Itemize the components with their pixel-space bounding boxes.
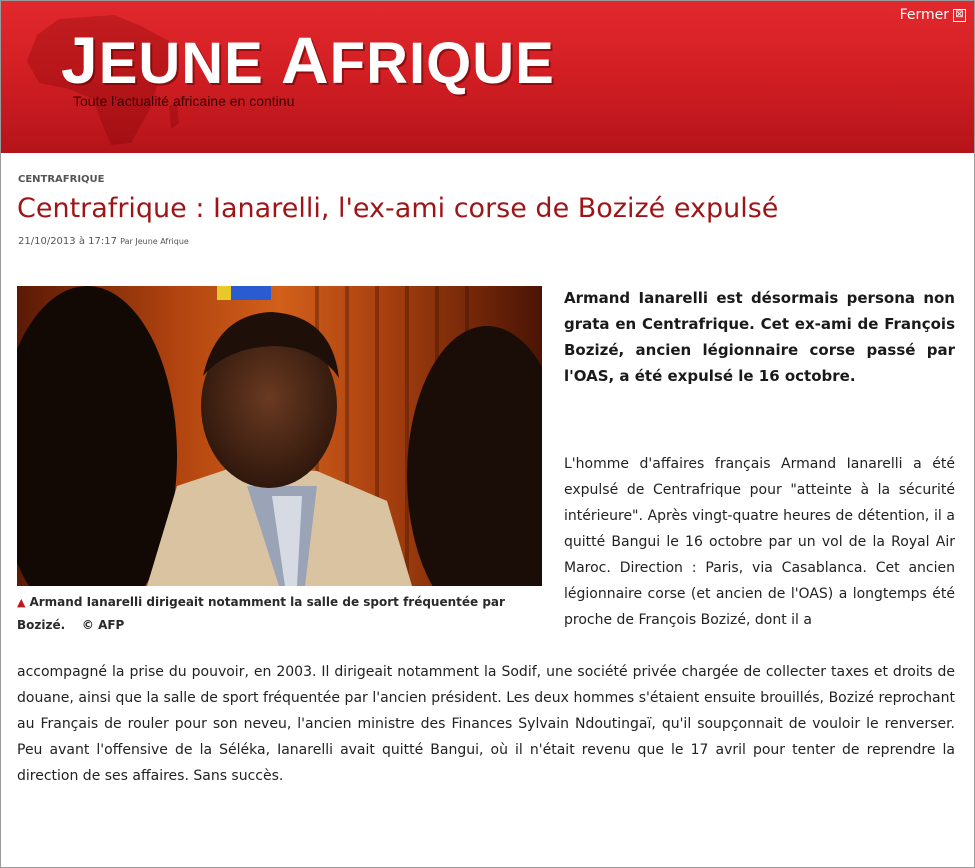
photo-caption — [17, 591, 542, 636]
article-title: Centrafrique : Ianarelli, l'ex-ami corse de Bozizé expulsé — [17, 193, 779, 224]
article-body-part2: accompagné la prise du pouvoir, en 2003. Il dirigeait notamment la Sodif, une société privée chargée de collecter taxes et droits de douane, ainsi que la salle de sport fréquentée par l'ancien président. Les deux hommes s'étaient ensuite brouillés, Bozizé reprochant au Français de rouler pour son neveu, l'ancien ministre des Finances Sylvain Ndoutingaï, qu'il soupçonnait de vouloir le renverser. Peu avant l'offensive de la Séléka, Ianarelli avait quitté Bangui, où il n'était revenu que le 17 avril pour tenter de reprendre la direction de ses affaires. Sans succès. — [17, 664, 955, 784]
close-button[interactable] — [900, 7, 966, 23]
article-photo — [17, 286, 542, 586]
site-logo[interactable]: JEUNE AFRIQUE — [61, 23, 555, 97]
article-rubric[interactable]: CENTRAFRIQUE — [18, 174, 105, 185]
site-tagline: Toute l'actualité africaine en continu — [73, 93, 295, 109]
caption-text: Armand Ianarelli dirigeait notamment la salle de sport fréquentée par Bozizé. — [17, 595, 505, 632]
article-lead: Armand Ianarelli est désormais persona non grata en Centrafrique. Cet ex-ami de François Bozizé, ancien légionnaire corse passé par l'OAS, a été expulsé le 16 octobre. — [564, 289, 955, 385]
article-body-part1: L'homme d'affaires français Armand Ianarelli a été expulsé de Centrafrique pour "atteinte à la sécurité intérieure". Après vingt-quatre heures de détention, il a quitté Bangui le 16 octobre par un vol de la Royal Air Maroc. Direction : Paris, via Casablanca. Cet ancien légionnaire corse (et ancien de l'OAS) a longtemps été proche de François Bozizé, dont il a — [564, 456, 955, 628]
close-label: Fermer — [899, 7, 949, 23]
caption-credit: © AFP — [81, 618, 125, 632]
article-date: 21/10/2013 à 17:17 — [18, 236, 117, 247]
site-header — [1, 1, 974, 153]
photo-illustration — [17, 286, 542, 586]
article-byline: Par Jeune Afrique — [120, 237, 189, 246]
close-icon: ⊠ — [953, 9, 966, 22]
article-meta — [18, 236, 189, 247]
caption-triangle-icon: ▲ — [17, 596, 26, 609]
